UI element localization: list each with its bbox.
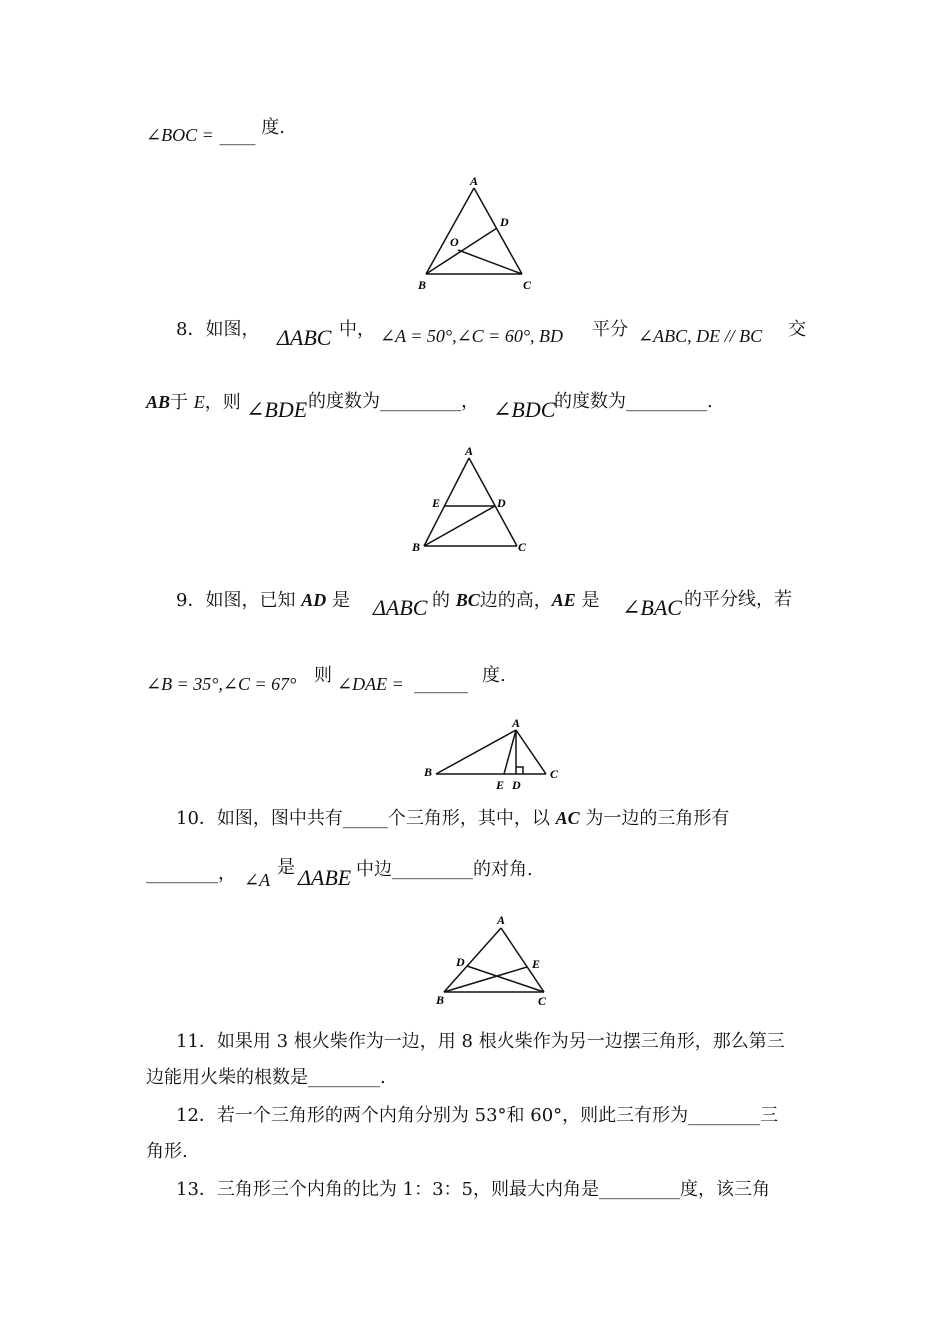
fig8-label-b: B [412, 540, 421, 554]
q10-ac: AC [555, 808, 580, 828]
q9-bac: ∠BAC [622, 595, 682, 620]
q9-expr: ∠B = 35°,∠C = 67° [146, 674, 297, 694]
fig8-label-c: C [518, 540, 527, 554]
q9-num: 9．如图，已知 [176, 590, 296, 611]
q8-text4: 的度数为_________. [554, 391, 713, 412]
fig8-label-e: E [432, 496, 441, 510]
q8-text3: 的度数为_________， [308, 391, 479, 412]
q9-dae: ∠DAE = [337, 674, 404, 694]
q9-line1a [176, 588, 350, 613]
q8-bdc: ∠BDC [493, 397, 556, 422]
fig9-label-e: E [496, 778, 505, 792]
q7-expr: ∠BOC = [146, 125, 214, 145]
q13-line1: 13．三角形三个内角的比为 1：3：5，则最大内角是_________度，该三角 [176, 1179, 770, 1200]
fig7-label-d: D [500, 215, 509, 229]
q9-unit: 度. [482, 665, 506, 686]
q8-line2 [146, 390, 241, 415]
q8-ab: AB [146, 392, 171, 412]
q9-ae: AE [551, 590, 576, 610]
fig7-label-o: O [450, 235, 459, 249]
q8-ze: ，则 [204, 392, 241, 413]
fig7-label-a: A [470, 174, 479, 188]
q10-line1 [176, 806, 729, 831]
q9-text2: 边的高， [479, 590, 552, 611]
q12-line1: 12．若一个三角形的两个内角分别为 53°和 60°，则此三有形为________三 [176, 1105, 779, 1126]
fig10-label-e: E [532, 957, 541, 971]
figure-9 [418, 712, 568, 794]
q10-tail: 中边_________的对角. [356, 859, 533, 880]
q9-tri: ΔABC [373, 595, 428, 620]
q8-num: 8．如图， [176, 319, 260, 340]
fig9-label-a: A [512, 716, 521, 730]
q7-tail-line [146, 117, 285, 148]
q9-ad: AD [301, 590, 327, 610]
fig8-label-d: D [497, 496, 506, 510]
fig9-label-d: D [512, 778, 521, 792]
fig10-label-b: B [436, 993, 445, 1007]
figure-8 [400, 442, 540, 557]
fig7-label-c: C [523, 278, 532, 292]
q11-line2: 边能用火柴的根数是________. [146, 1067, 386, 1088]
q9-de: 的 [432, 590, 450, 611]
fig7-label-b: B [418, 278, 427, 292]
q9-bc: BC [455, 590, 480, 610]
q10-a: ∠A [244, 870, 271, 890]
q10-shi: 是 [277, 857, 295, 878]
fig10-label-d: D [456, 955, 465, 969]
q8-yu: 于 [170, 392, 189, 413]
q9-shi: 是 [331, 590, 350, 611]
q7-unit: 度. [261, 117, 285, 138]
q8-bde: ∠BDE [246, 397, 308, 422]
q11-line1: 11．如果用 3 根火柴作为一边，用 8 根火柴作为另一边摆三角形，那么第三 [176, 1031, 785, 1052]
q8-jiao: 交 [788, 319, 806, 340]
q9-blank: ______ [414, 673, 468, 694]
fig8-label-a: A [465, 444, 474, 458]
q7-blank: ____ [219, 125, 256, 146]
q8-pingfen: 平分 [592, 319, 628, 340]
figure-10 [430, 910, 560, 1010]
q8-e: E [193, 392, 205, 412]
q10-blank: ________， [146, 863, 236, 884]
q8-expr1: ∠A = 50°,∠C = 60°, BD [380, 326, 564, 346]
fig10-label-c: C [538, 994, 547, 1008]
q8-expr2: ∠ABC, DE // BC [638, 326, 763, 346]
q9-ze: 则 [314, 665, 332, 686]
figure-7 [410, 172, 540, 297]
q10-text2: 为一边的三角形有 [585, 808, 730, 829]
fig9-label-c: C [550, 767, 559, 781]
fig10-label-a: A [497, 913, 506, 927]
q8-line1 [176, 318, 259, 342]
q12-line2: 角形. [146, 1141, 188, 1162]
q10-text1: 10．如图，图中共有_____个三角形，其中，以 [176, 808, 550, 829]
q9-line1b [432, 588, 600, 613]
q9-text3: 的平分线，若 [684, 589, 792, 610]
q9-shi2: 是 [581, 590, 600, 611]
q8-tri: ΔABC [277, 325, 332, 350]
q8-zhong: 中， [339, 319, 375, 340]
fig9-label-b: B [424, 765, 433, 779]
q10-tri: ΔABE [298, 865, 352, 890]
